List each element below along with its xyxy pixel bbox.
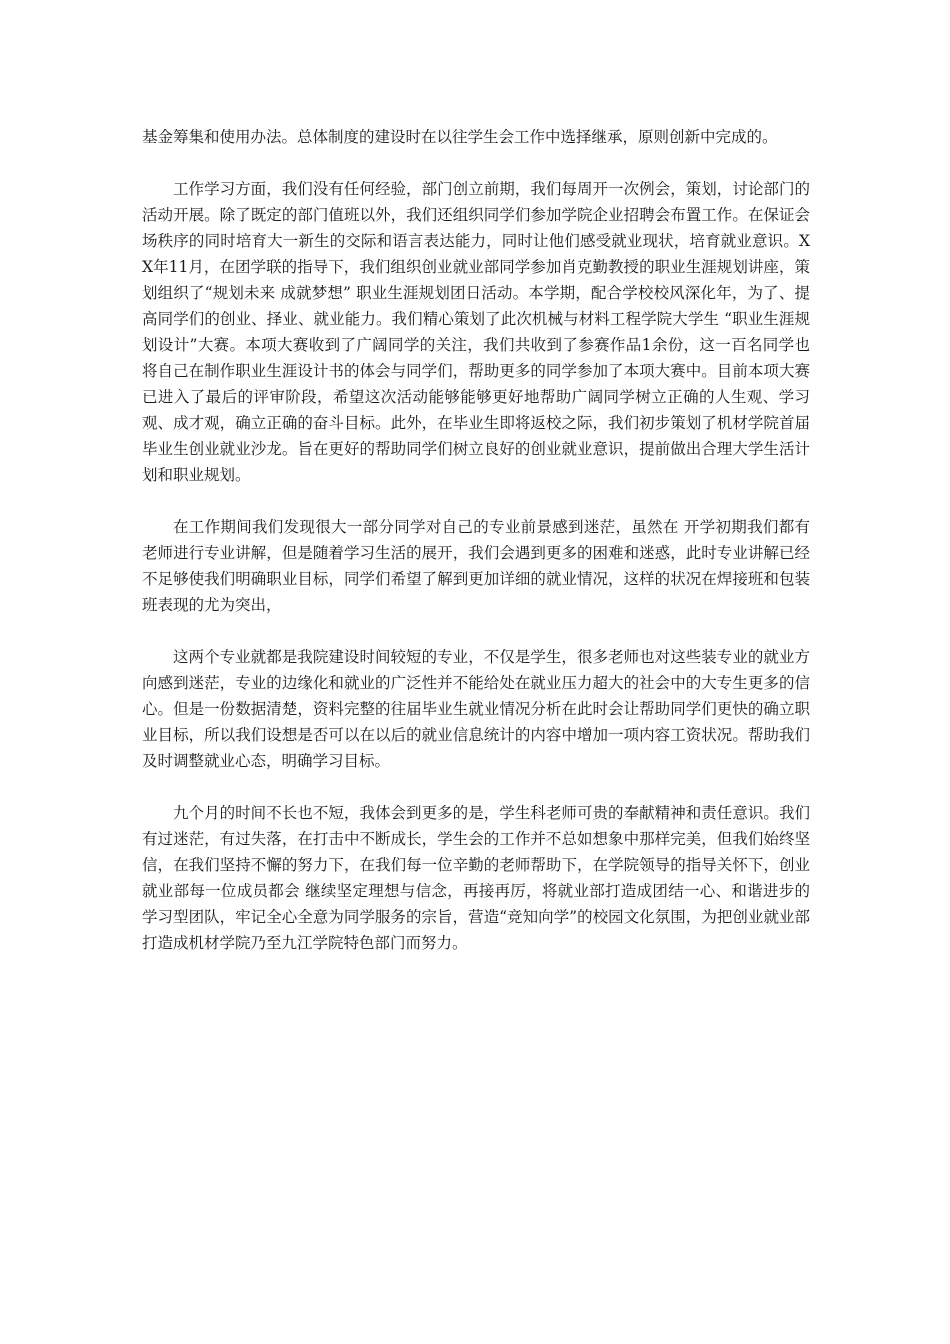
paragraph-summary: 九个月的时间不长也不短，我体会到更多的是，学生科老师可贵的奉献精神和责任意识。我们有过迷茫，有过失落，在打击中不断成长，学生会的工作并不总如想象中那样完美，但我们始终坚信，在我们坚持不懈的努力下，在我们每一位辛勤的老师帮助下，在学院领导的指导关怀下，创业就业部每一位成员都会 继续坚定理想与信念，再接再厉，将就业部打造成团结一心、和谐进步的学习型团队，牢记全心全意为同学服务的宗旨，营造“竞知向学”的校园文化氛围，为把创业就业部打造成机材学院乃至九江学院特色部门而努力。 — [142, 804, 810, 952]
document-body — [142, 124, 810, 982]
paragraph-continuation: 基金筹集和使用办法。总体制度的建设时在以往学生会工作中选择继承，原则创新中完成的。 — [142, 128, 778, 146]
paragraph-major-confusion: 在工作期间我们发现很大一部分同学对自己的专业前景感到迷茫，虽然在 开学初期我们都有老师进行专业讲解，但是随着学习生活的展开，我们会遇到更多的困难和迷惑，此时专业讲解已经不足够使我们明确职业目标，同学们希望了解到更加详细的就业情况，这样的状况在焊接班和包装班表现的尤为突出， — [142, 518, 810, 614]
paragraph-suggestion: 这两个专业就都是我院建设时间较短的专业，不仅是学生，很多老师也对这些装专业的就业方向感到迷茫，专业的边缘化和就业的广泛性并不能给处在就业压力超大的社会中的大专生更多的信心。但是一份数据清楚，资料完整的往届毕业生就业情况分析在此时会让帮助同学们更快的确立职业目标，所以我们设想是否可以在以后的就业信息统计的内容中增加一项内容工资状况。帮助我们及时调整就业心态，明确学习目标。 — [142, 648, 810, 770]
paragraph-work-study: 工作学习方面，我们没有任何经验，部门创立前期，我们每周开一次例会，策划，讨论部门的活动开展。除了既定的部门值班以外，我们还组织同学们参加学院企业招聘会布置工作。在保证会场秩序的同时培育大一新生的交际和语言表达能力，同时让他们感受就业现状，培育就业意识。XX年11月，在团学联的指导下，我们组织创业就业部同学参加肖克勤教授的职业生涯规划讲座，策划组织了“规划未来 成就梦想” 职业生涯规划团日活动。本学期，配合学校校风深化年，为了、提高同学们的创业、择业、就业能力。我们精心策划了此次机械与材料工程学院大学生 “职业生涯规划设计”大赛。本项大赛收到了广阔同学的关注，我们共收到了参赛作品1余份，这一百名同学也将自己在制作职业生涯设计书的体会与同学们，帮助更多的同学参加了本项大赛中。目前本项大赛已进入了最后的评审阶段，希望这次活动能够能够更好地帮助广阔同学树立正确的人生观、学习观、成才观，确立正确的奋斗目标。此外，在毕业生即将返校之际，我们初步策划了机材学院首届毕业生创业就业沙龙。旨在更好的帮助同学们树立良好的创业就业意识，提前做出合理大学生活计划和职业规划。 — [142, 180, 810, 484]
